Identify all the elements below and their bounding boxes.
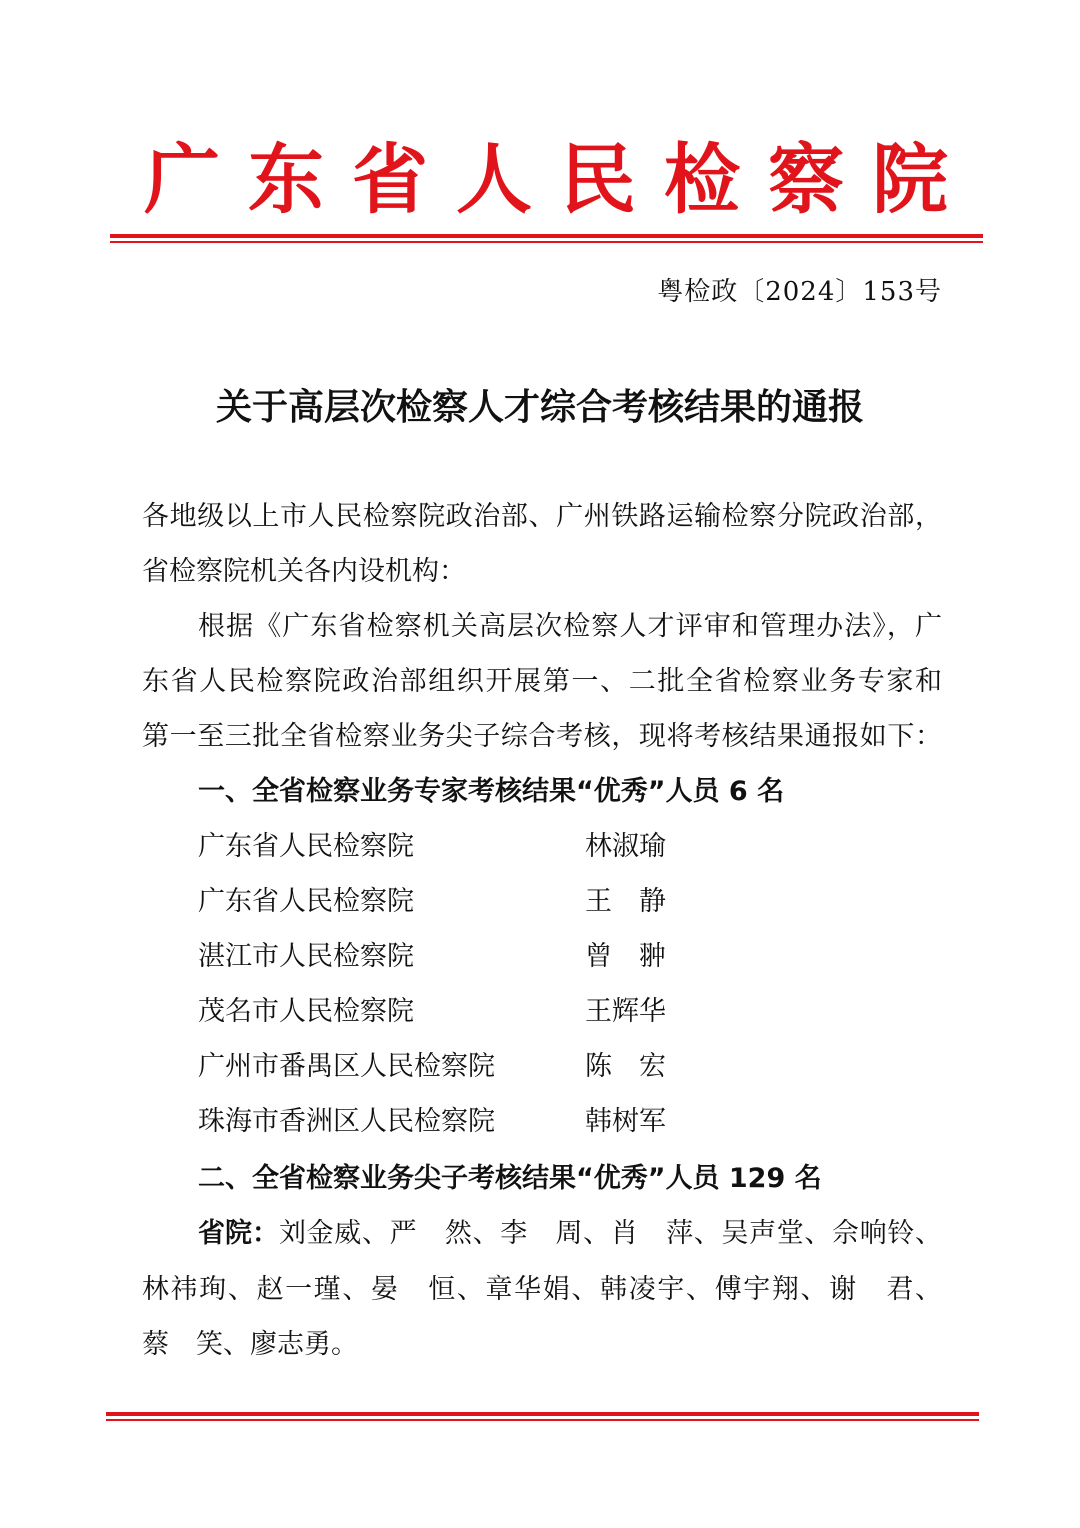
masthead-rule-thick	[110, 234, 983, 238]
body-line-1: 根据《广东省检察机关高层次检察人才评审和管理办法》，广	[198, 611, 942, 642]
provincial-court-label: 省院：	[198, 1218, 279, 1249]
body-line-3: 第一至三批全省检察业务尖子综合考核，现将考核结果通报如下：	[142, 721, 942, 752]
footer-rule-thick	[106, 1412, 979, 1416]
list-item-org: 湛江市人民检察院	[198, 941, 414, 972]
list-item-org: 广东省人民检察院	[198, 831, 414, 862]
section-2-line-2: 林祎珣、赵一瑾、晏 恒、章华娟、韩凌宇、傅宇翔、谢 君、	[142, 1274, 942, 1305]
document-number: 粤检政〔2024〕153号	[657, 277, 942, 307]
list-item-name: 王辉华	[585, 996, 666, 1027]
list-item-org: 广州市番禺区人民检察院	[198, 1051, 495, 1082]
list-item-name: 韩树军	[585, 1106, 666, 1137]
document-title: 关于高层次检察人才综合考核结果的通报	[215, 386, 864, 428]
name-list-text: 刘金威、严 然、李 周、肖 萍、吴声堂、佘响铃、	[279, 1218, 942, 1249]
body-line-2: 东省人民检察院政治部组织开展第一、二批全省检察业务专家和	[142, 666, 942, 697]
addressee-line-1: 各地级以上市人民检察院政治部、广州铁路运输检察分院政治部，	[142, 501, 942, 532]
list-item-name: 王 静	[585, 886, 666, 917]
section-2-heading: 二、全省检察业务尖子考核结果“优秀”人员 129 名	[198, 1163, 822, 1194]
issuer-masthead: 广东省人民检察院	[144, 135, 976, 224]
list-item-name: 曾 翀	[585, 941, 666, 972]
list-item-org: 茂名市人民检察院	[198, 996, 414, 1027]
footer-rule-thin	[106, 1419, 979, 1421]
list-item-name: 林淑瑜	[585, 831, 666, 862]
list-item-org: 广东省人民检察院	[198, 886, 414, 917]
list-item-name: 陈 宏	[585, 1051, 666, 1082]
section-1-heading: 一、全省检察业务专家考核结果“优秀”人员 6 名	[198, 776, 785, 807]
masthead-rule-thin	[110, 241, 983, 243]
addressee-line-2: 省检察院机关各内设机构：	[142, 556, 466, 587]
section-2-line-1	[198, 1214, 942, 1254]
section-2-line-3: 蔡 笑、廖志勇。	[142, 1329, 358, 1360]
list-item-org: 珠海市香洲区人民检察院	[198, 1106, 495, 1137]
